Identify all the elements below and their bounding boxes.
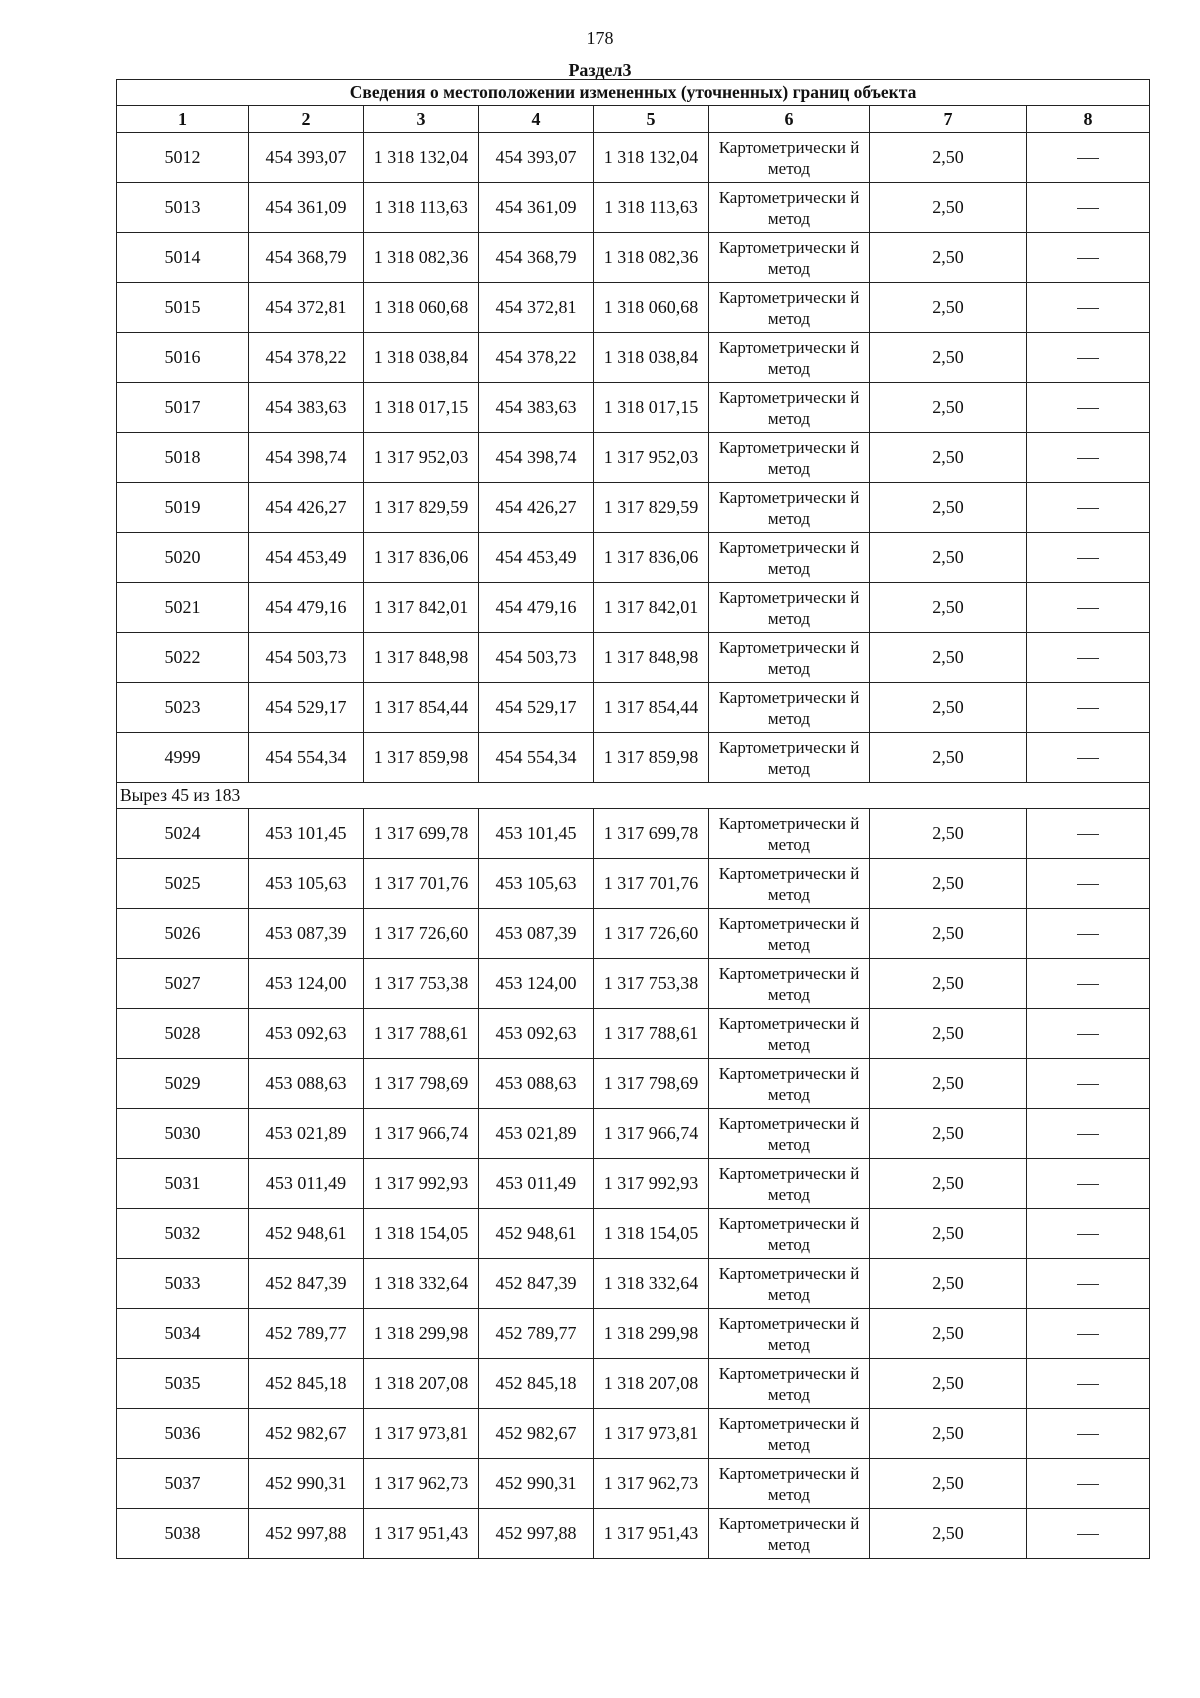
cell-point-number: 5016 [117,333,249,383]
cell-description [1027,859,1150,909]
table-row [117,383,1150,433]
cell-x-new: 452 847,39 [479,1259,594,1309]
cell-method: Картометрически й метод [709,1209,870,1259]
cell-y-existing: 1 317 859,98 [364,733,479,783]
cell-precision: 2,50 [870,1159,1027,1209]
cell-y-existing: 1 318 154,05 [364,1209,479,1259]
dash-mark [1077,258,1099,259]
cell-point-number: 5037 [117,1459,249,1509]
cell-precision: 2,50 [870,383,1027,433]
cell-x-existing: 452 789,77 [249,1309,364,1359]
cell-y-existing: 1 318 113,63 [364,183,479,233]
cell-x-new: 453 124,00 [479,959,594,1009]
cell-x-new: 453 105,63 [479,859,594,909]
cell-method: Картометрически й метод [709,1059,870,1109]
cell-precision: 2,50 [870,283,1027,333]
cell-y-new: 1 317 829,59 [594,483,709,533]
cell-x-new: 453 088,63 [479,1059,594,1109]
cell-precision: 2,50 [870,433,1027,483]
cell-description [1027,1259,1150,1309]
dash-mark [1077,308,1099,309]
dash-mark [1077,608,1099,609]
cell-description [1027,433,1150,483]
column-number: 8 [1027,106,1150,133]
cell-x-existing: 454 368,79 [249,233,364,283]
cell-precision: 2,50 [870,1109,1027,1159]
cell-y-existing: 1 317 788,61 [364,1009,479,1059]
cell-y-existing: 1 317 966,74 [364,1109,479,1159]
cell-y-existing: 1 318 060,68 [364,283,479,333]
cell-method: Картометрически й метод [709,233,870,283]
cell-method: Картометрически й метод [709,1159,870,1209]
cell-description [1027,583,1150,633]
cell-y-existing: 1 318 332,64 [364,1259,479,1309]
cell-description [1027,1409,1150,1459]
cell-precision: 2,50 [870,959,1027,1009]
cell-description [1027,1459,1150,1509]
cell-y-existing: 1 317 951,43 [364,1509,479,1559]
table-row [117,433,1150,483]
dash-mark [1077,208,1099,209]
cell-y-new: 1 317 962,73 [594,1459,709,1509]
column-number: 4 [479,106,594,133]
cell-precision: 2,50 [870,859,1027,909]
cell-method: Картометрически й метод [709,1409,870,1459]
dash-mark [1077,458,1099,459]
cell-description [1027,1109,1150,1159]
dash-mark [1077,1034,1099,1035]
cell-y-new: 1 318 082,36 [594,233,709,283]
cell-description [1027,633,1150,683]
table-row [117,1359,1150,1409]
cell-y-existing: 1 317 952,03 [364,433,479,483]
cell-x-existing: 454 372,81 [249,283,364,333]
cell-y-existing: 1 317 726,60 [364,909,479,959]
cell-y-new: 1 318 332,64 [594,1259,709,1309]
cell-y-new: 1 317 848,98 [594,633,709,683]
table-row [117,483,1150,533]
cell-x-new: 453 101,45 [479,809,594,859]
cell-y-new: 1 317 859,98 [594,733,709,783]
cell-description [1027,183,1150,233]
cell-x-new: 454 554,34 [479,733,594,783]
table-row [117,1209,1150,1259]
dash-mark [1077,1384,1099,1385]
cell-description [1027,383,1150,433]
cell-y-existing: 1 318 299,98 [364,1309,479,1359]
cell-description [1027,683,1150,733]
cell-point-number: 5038 [117,1509,249,1559]
cell-x-existing: 454 393,07 [249,133,364,183]
cell-precision: 2,50 [870,1059,1027,1109]
table-row [117,1159,1150,1209]
cell-precision: 2,50 [870,1409,1027,1459]
cell-x-new: 454 393,07 [479,133,594,183]
cell-y-new: 1 317 842,01 [594,583,709,633]
cell-point-number: 5030 [117,1109,249,1159]
cell-method: Картометрически й метод [709,859,870,909]
cell-y-existing: 1 317 753,38 [364,959,479,1009]
cell-y-new: 1 318 060,68 [594,283,709,333]
cell-description [1027,1159,1150,1209]
cell-x-existing: 452 845,18 [249,1359,364,1409]
table-row [117,1459,1150,1509]
cell-y-existing: 1 317 992,93 [364,1159,479,1209]
dash-mark [1077,358,1099,359]
dash-mark [1077,508,1099,509]
cell-y-existing: 1 317 973,81 [364,1409,479,1459]
cell-y-existing: 1 317 848,98 [364,633,479,683]
cell-point-number: 5013 [117,183,249,233]
cell-precision: 2,50 [870,633,1027,683]
table-row [117,1409,1150,1459]
cell-x-existing: 454 554,34 [249,733,364,783]
cell-x-existing: 454 426,27 [249,483,364,533]
cell-y-new: 1 317 701,76 [594,859,709,909]
cell-precision: 2,50 [870,233,1027,283]
cell-description [1027,1209,1150,1259]
dash-mark [1077,1284,1099,1285]
cell-method: Картометрически й метод [709,1009,870,1059]
cell-point-number: 5024 [117,809,249,859]
cell-point-number: 5026 [117,909,249,959]
dash-mark [1077,408,1099,409]
cell-point-number: 5036 [117,1409,249,1459]
cell-x-new: 452 997,88 [479,1509,594,1559]
cell-y-new: 1 317 992,93 [594,1159,709,1209]
cell-method: Картометрически й метод [709,1509,870,1559]
cell-x-existing: 453 021,89 [249,1109,364,1159]
cell-method: Картометрически й метод [709,383,870,433]
dash-mark [1077,1484,1099,1485]
cell-point-number: 5028 [117,1009,249,1059]
cell-description [1027,333,1150,383]
cell-x-new: 454 368,79 [479,233,594,283]
cell-x-new: 454 361,09 [479,183,594,233]
cell-description [1027,1059,1150,1109]
cell-method: Картометрически й метод [709,1109,870,1159]
cell-description [1027,909,1150,959]
cell-method: Картометрически й метод [709,1359,870,1409]
cell-precision: 2,50 [870,809,1027,859]
cell-description [1027,1509,1150,1559]
cell-y-existing: 1 318 082,36 [364,233,479,283]
table-caption-row [117,80,1150,106]
cell-point-number: 5035 [117,1359,249,1409]
cell-description [1027,483,1150,533]
cell-x-new: 454 529,17 [479,683,594,733]
cell-method: Картометрически й метод [709,683,870,733]
cell-description [1027,1009,1150,1059]
table-row [117,1509,1150,1559]
cell-method: Картометрически й метод [709,283,870,333]
cell-x-existing: 453 088,63 [249,1059,364,1109]
cell-description [1027,1309,1150,1359]
dash-mark [1077,934,1099,935]
cell-x-existing: 454 383,63 [249,383,364,433]
cell-x-new: 453 021,89 [479,1109,594,1159]
cell-precision: 2,50 [870,1309,1027,1359]
cell-x-existing: 452 990,31 [249,1459,364,1509]
cell-x-new: 453 011,49 [479,1159,594,1209]
cell-y-new: 1 317 836,06 [594,533,709,583]
cell-y-new: 1 317 952,03 [594,433,709,483]
cell-y-new: 1 317 753,38 [594,959,709,1009]
cell-precision: 2,50 [870,1009,1027,1059]
cell-y-new: 1 317 798,69 [594,1059,709,1109]
column-number: 3 [364,106,479,133]
cell-method: Картометрически й метод [709,733,870,783]
cell-method: Картометрически й метод [709,1309,870,1359]
column-number: 2 [249,106,364,133]
cell-point-number: 5012 [117,133,249,183]
cell-y-new: 1 317 699,78 [594,809,709,859]
cell-x-existing: 454 479,16 [249,583,364,633]
cell-point-number: 5032 [117,1209,249,1259]
table-row [117,683,1150,733]
cell-precision: 2,50 [870,1459,1027,1509]
table-row [117,133,1150,183]
cell-x-new: 454 383,63 [479,383,594,433]
dash-mark [1077,1434,1099,1435]
cell-point-number: 5025 [117,859,249,909]
cell-point-number: 5033 [117,1259,249,1309]
cell-x-new: 452 789,77 [479,1309,594,1359]
cell-point-number: 5022 [117,633,249,683]
cell-y-existing: 1 318 038,84 [364,333,479,383]
dash-mark [1077,1084,1099,1085]
cell-precision: 2,50 [870,1359,1027,1409]
dash-mark [1077,558,1099,559]
cell-x-new: 453 087,39 [479,909,594,959]
page-number: 178 [586,28,614,48]
column-number: 7 [870,106,1027,133]
cell-y-existing: 1 318 017,15 [364,383,479,433]
cell-description [1027,959,1150,1009]
cell-precision: 2,50 [870,1209,1027,1259]
table-row [117,283,1150,333]
cell-x-new: 454 398,74 [479,433,594,483]
table-caption: Сведения о местоположении измененных (уточненных) границ объекта [117,80,1150,106]
cell-x-existing: 452 982,67 [249,1409,364,1459]
cell-description [1027,533,1150,583]
cell-x-existing: 454 378,22 [249,333,364,383]
cell-point-number: 5019 [117,483,249,533]
cell-x-existing: 453 092,63 [249,1009,364,1059]
table-row [117,183,1150,233]
cell-x-existing: 454 361,09 [249,183,364,233]
cell-description [1027,233,1150,283]
cell-method: Картометрически й метод [709,1259,870,1309]
cell-precision: 2,50 [870,909,1027,959]
cell-point-number: 4999 [117,733,249,783]
cell-y-new: 1 317 951,43 [594,1509,709,1559]
cell-x-new: 452 845,18 [479,1359,594,1409]
cell-method: Картометрически й метод [709,183,870,233]
boundary-coordinates-table [116,79,1150,1559]
cell-point-number: 5034 [117,1309,249,1359]
cell-method: Картометрически й метод [709,633,870,683]
cell-x-existing: 454 453,49 [249,533,364,583]
cell-description [1027,809,1150,859]
cell-method: Картометрически й метод [709,809,870,859]
table-row [117,633,1150,683]
cell-precision: 2,50 [870,683,1027,733]
cell-description [1027,133,1150,183]
section-title: Раздел3 [568,60,632,80]
table-row [117,533,1150,583]
cell-method: Картометрически й метод [709,433,870,483]
cell-y-existing: 1 317 854,44 [364,683,479,733]
cell-y-existing: 1 318 207,08 [364,1359,479,1409]
cell-x-existing: 453 011,49 [249,1159,364,1209]
table-row [117,809,1150,859]
dash-mark [1077,1234,1099,1235]
cell-y-existing: 1 317 836,06 [364,533,479,583]
cell-point-number: 5018 [117,433,249,483]
cell-method: Картометрически й метод [709,583,870,633]
dash-mark [1077,834,1099,835]
cell-x-existing: 452 997,88 [249,1509,364,1559]
cell-x-existing: 454 529,17 [249,683,364,733]
cell-y-existing: 1 317 962,73 [364,1459,479,1509]
cell-y-new: 1 317 726,60 [594,909,709,959]
cell-method: Картометрически й метод [709,959,870,1009]
table-row [117,1009,1150,1059]
cell-point-number: 5015 [117,283,249,333]
table-row [117,959,1150,1009]
cell-y-new: 1 318 207,08 [594,1359,709,1409]
dash-mark [1077,708,1099,709]
cell-point-number: 5027 [117,959,249,1009]
dash-mark [1077,1134,1099,1135]
table-row [117,733,1150,783]
cell-precision: 2,50 [870,583,1027,633]
table-row [117,909,1150,959]
cell-precision: 2,50 [870,333,1027,383]
dash-mark [1077,158,1099,159]
table-row [117,1109,1150,1159]
cell-y-new: 1 318 154,05 [594,1209,709,1259]
cell-point-number: 5031 [117,1159,249,1209]
cell-x-new: 453 092,63 [479,1009,594,1059]
column-number: 6 [709,106,870,133]
cell-y-new: 1 318 038,84 [594,333,709,383]
cell-x-new: 452 990,31 [479,1459,594,1509]
cell-precision: 2,50 [870,733,1027,783]
cell-point-number: 5014 [117,233,249,283]
cell-x-existing: 452 847,39 [249,1259,364,1309]
cell-y-existing: 1 317 798,69 [364,1059,479,1109]
cell-x-new: 454 378,22 [479,333,594,383]
dash-mark [1077,758,1099,759]
dash-mark [1077,1184,1099,1185]
cell-y-new: 1 318 113,63 [594,183,709,233]
subsection-row [117,783,1150,809]
column-number: 5 [594,106,709,133]
column-number: 1 [117,106,249,133]
cell-point-number: 5029 [117,1059,249,1109]
cell-method: Картометрически й метод [709,533,870,583]
cell-x-new: 454 453,49 [479,533,594,583]
cell-point-number: 5020 [117,533,249,583]
cell-point-number: 5023 [117,683,249,733]
cell-method: Картометрически й метод [709,1459,870,1509]
cell-x-existing: 452 948,61 [249,1209,364,1259]
cell-y-new: 1 318 017,15 [594,383,709,433]
table-body [117,133,1150,1559]
cell-y-new: 1 317 788,61 [594,1009,709,1059]
cell-precision: 2,50 [870,1509,1027,1559]
cell-y-new: 1 317 854,44 [594,683,709,733]
dash-mark [1077,658,1099,659]
cell-y-existing: 1 317 842,01 [364,583,479,633]
column-number-row [117,106,1150,133]
cell-method: Картометрически й метод [709,133,870,183]
cell-y-existing: 1 317 829,59 [364,483,479,533]
cell-y-new: 1 317 973,81 [594,1409,709,1459]
subsection-label: Вырез 45 из 183 [117,783,1150,809]
cell-x-new: 454 426,27 [479,483,594,533]
dash-mark [1077,884,1099,885]
table-row [117,333,1150,383]
cell-method: Картометрически й метод [709,333,870,383]
table-row [117,1259,1150,1309]
cell-description [1027,733,1150,783]
cell-x-existing: 453 124,00 [249,959,364,1009]
cell-x-new: 452 948,61 [479,1209,594,1259]
table-row [117,1309,1150,1359]
cell-precision: 2,50 [870,133,1027,183]
cell-precision: 2,50 [870,483,1027,533]
cell-point-number: 5017 [117,383,249,433]
cell-method: Картометрически й метод [709,483,870,533]
cell-x-existing: 453 087,39 [249,909,364,959]
cell-x-existing: 454 398,74 [249,433,364,483]
cell-y-new: 1 317 966,74 [594,1109,709,1159]
cell-x-new: 454 372,81 [479,283,594,333]
cell-x-new: 452 982,67 [479,1409,594,1459]
cell-y-new: 1 318 299,98 [594,1309,709,1359]
table-row [117,583,1150,633]
cell-point-number: 5021 [117,583,249,633]
table-row [117,233,1150,283]
cell-x-new: 454 479,16 [479,583,594,633]
table-row [117,859,1150,909]
cell-description [1027,283,1150,333]
cell-y-new: 1 318 132,04 [594,133,709,183]
cell-description [1027,1359,1150,1409]
cell-x-existing: 453 105,63 [249,859,364,909]
cell-y-existing: 1 317 699,78 [364,809,479,859]
cell-precision: 2,50 [870,1259,1027,1309]
cell-x-existing: 454 503,73 [249,633,364,683]
cell-x-new: 454 503,73 [479,633,594,683]
cell-y-existing: 1 318 132,04 [364,133,479,183]
dash-mark [1077,1534,1099,1535]
cell-y-existing: 1 317 701,76 [364,859,479,909]
cell-x-existing: 453 101,45 [249,809,364,859]
cell-precision: 2,50 [870,183,1027,233]
dash-mark [1077,1334,1099,1335]
dash-mark [1077,984,1099,985]
table-row [117,1059,1150,1109]
cell-method: Картометрически й метод [709,909,870,959]
cell-precision: 2,50 [870,533,1027,583]
